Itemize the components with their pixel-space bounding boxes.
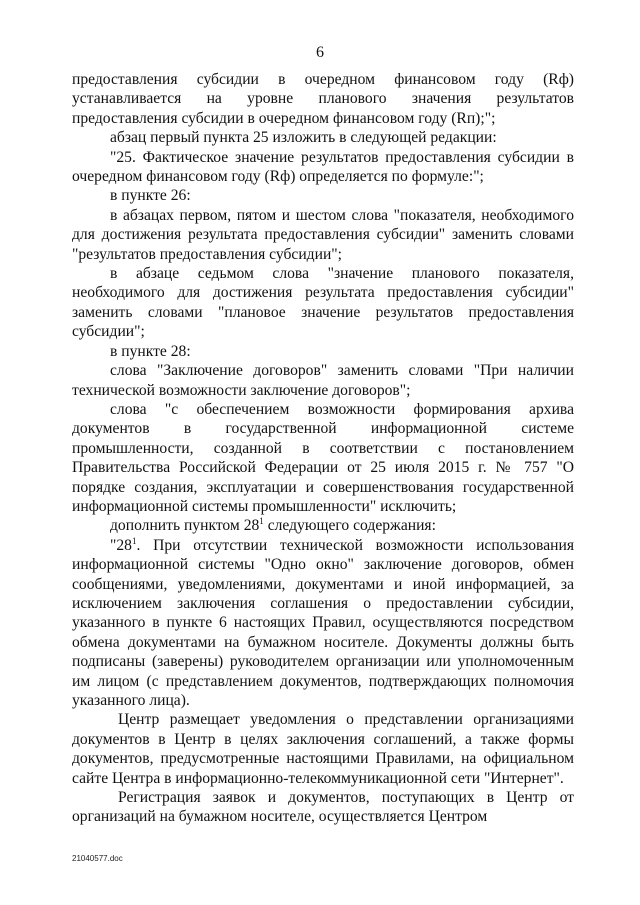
paragraph bbox=[72, 536, 574, 711]
paragraph bbox=[72, 206, 574, 264]
superscript-marker: 1 bbox=[131, 535, 137, 546]
paragraph bbox=[72, 148, 574, 187]
paragraph-text: в абзаце седьмом слова "значение планового показателя, необходимого для достижения результата предоставления субсидии" заменить словами "плановое значение результатов предоставления субсидии"; bbox=[72, 265, 574, 341]
paragraph-text: в абзацах первом, пятом и шестом слова "показателя, необходимого для достижения результата предоставления субсидии" заменить словами "результатов предоставления субсидии"; bbox=[72, 206, 574, 263]
paragraph-text: "25. Фактическое значение результатов предоставления субсидии в очередном финансовом году (Rф) определяется по формуле:"; bbox=[72, 148, 574, 186]
document-body bbox=[72, 70, 574, 827]
paragraph-text-continued: . При отсутствии технической возможности использования информационной системы "Одно окно" заключение договоров, обмен сообщениями, уведомлениями, документами и иной информацией, за исключением заключения соглашения о предоставлении субсидии, указанного в пункте 6 настоящих Правил, осуществляются посредством обмена документами на бумажном носителе. Документы должны быть подписаны (заверены) руководителем организации или уполномоченным им лицом (с представлением документов, подтверждающих полномочия указанного лица). bbox=[72, 536, 574, 709]
paragraph bbox=[72, 710, 574, 788]
paragraph bbox=[72, 342, 574, 361]
page-number: 6 bbox=[316, 44, 324, 61]
paragraph-text: в пункте 26: bbox=[110, 187, 191, 205]
paragraph bbox=[72, 264, 574, 342]
paragraph-text: в пункте 28: bbox=[110, 342, 191, 360]
paragraph-text: Регистрация заявок и документов, поступающих в Центр от организаций на бумажном носителе, осуществляется Центром bbox=[72, 789, 574, 826]
paragraph-text: слова "с обеспечением возможности формирования архива документов в государственной информационной системе промышленности, созданной в соответствии с постановлением Правительства Российской Федерации от 25 июля 2015 г. № 757 "О порядке создания, эксплуатации и совершенствования государственной информационной системы промышленности" исключить; bbox=[72, 400, 574, 515]
paragraph bbox=[72, 70, 574, 128]
paragraph-text: слова "Заключение договоров" заменить словами "При наличии технической возможности заключение договоров"; bbox=[72, 362, 574, 399]
paragraph-text: дополнить пунктом 28 bbox=[110, 517, 260, 535]
paragraph bbox=[72, 128, 574, 147]
document-footer-filename: 21040577.doc bbox=[72, 854, 123, 863]
paragraph-text: абзац первый пункта 25 изложить в следующей редакции: bbox=[110, 129, 497, 147]
paragraph-text: Центр размещает уведомления о представлении организациями документов в Центр в целях заключения соглашений, а также формы документов, предусмотренные настоящими Правилами, на официальном сайте Центра в информационно-телекоммуникационной сети "Интернет". bbox=[72, 711, 574, 787]
superscript-marker: 1 bbox=[259, 516, 264, 527]
paragraph bbox=[72, 788, 574, 827]
paragraph-text: предоставления субсидии в очередном финансовом году (Rф) устанавливается на уровне планового значения результатов предоставления субсидии в очередном финансовом году (Rп);"; bbox=[72, 71, 574, 127]
paragraph-text: "28 bbox=[110, 536, 132, 554]
paragraph bbox=[72, 516, 574, 535]
paragraph bbox=[72, 361, 574, 400]
paragraph-text-continued: следующего содержания: bbox=[263, 517, 436, 535]
paragraph bbox=[72, 186, 574, 205]
paragraph bbox=[72, 400, 574, 516]
